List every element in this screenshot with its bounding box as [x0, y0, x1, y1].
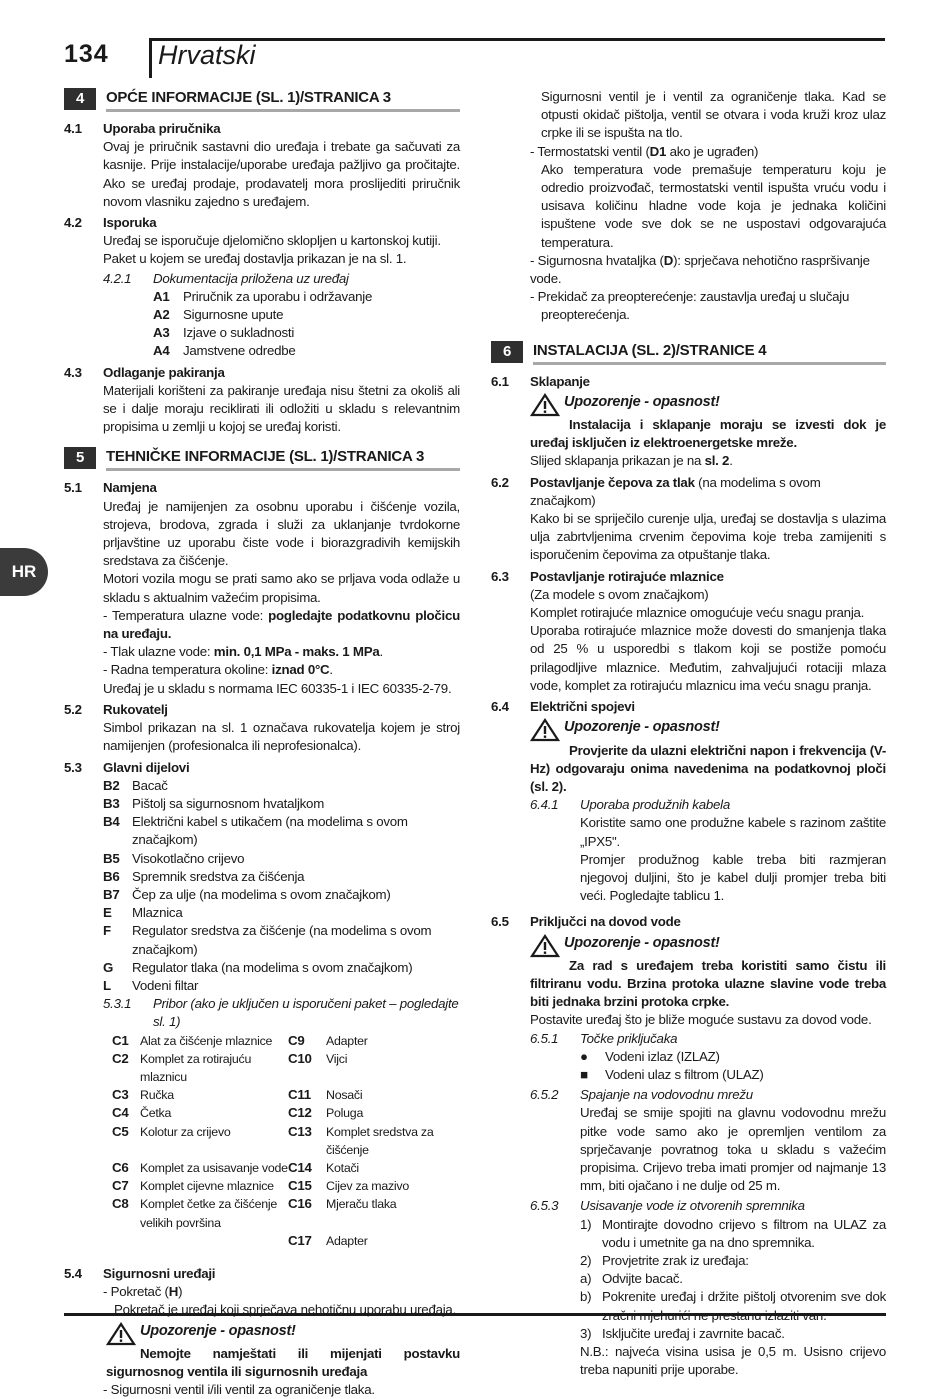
- accessory-code: C17: [288, 1232, 312, 1248]
- list-item: [153, 324, 460, 342]
- warning-title: Upozorenje - opasnost!: [564, 719, 720, 736]
- accessory-label: Komplet cijevne mlaznice: [140, 1179, 274, 1194]
- heading-title: Odlaganje pakiranja: [103, 364, 225, 380]
- warning-text: Nemojte namještati ili mijenjati postavku sigurnosnog ventila ili sigurnosnih uređaja: [106, 1345, 460, 1379]
- square-icon: ■: [580, 1066, 588, 1082]
- part-label: Čep za ulje (na modelima s ovom značajkom): [132, 886, 391, 902]
- section-number: 6: [491, 341, 523, 363]
- device-label: - Termostatski ventil (: [530, 143, 650, 159]
- step-marker: 1): [580, 1216, 592, 1232]
- accessory-code: C16: [288, 1196, 312, 1212]
- top-rule: [149, 38, 885, 41]
- heading-number: 6.5.3: [530, 1198, 559, 1214]
- part-code: B2: [103, 777, 120, 793]
- heading-title: Glavni dijelovi: [103, 759, 190, 775]
- list-item: [103, 977, 460, 995]
- part-code: B7: [103, 886, 120, 902]
- step-item: [580, 1288, 886, 1324]
- paragraph: [530, 452, 886, 470]
- list-item: [153, 288, 460, 306]
- part-label: Bacač: [132, 777, 168, 793]
- section-title: TEHNIČKE INFORMACIJE (SL. 1)/STRANICA 3: [106, 447, 460, 471]
- accessory-label: Adapter: [326, 1033, 368, 1048]
- heading-note: (na modelima s ovom značajkom): [530, 474, 821, 508]
- paragraph: Uređaj se isporučuje djelomično sklopljen u kartonskoj kutiji.: [103, 233, 441, 249]
- heading-number: 6.4: [491, 699, 509, 715]
- document-list: [153, 288, 460, 361]
- list-item: [103, 813, 460, 849]
- paragraph: Paket u kojem se uređaj dostavlja prikazan je na sl. 1.: [103, 251, 407, 267]
- item-code: A3: [153, 325, 170, 341]
- accessory-label: Alat za čišćenje mlaznice: [140, 1033, 273, 1048]
- device-line: [530, 143, 886, 161]
- device-line: [103, 1283, 460, 1301]
- list-item: [153, 342, 460, 360]
- paragraph: Uređaj se smije spojiti na glavnu vodovodnu mrežu pitke vode samo ako je opremljen ventilom za sprječavanje povratnog toka u skladu s važećim propisima. Crijevo treba imati promjer od najmanje 13 mm, biti ojačano i ne dulje od 25 m.: [580, 1105, 886, 1194]
- item-label: Jamstvene odredbe: [183, 343, 296, 359]
- part-code: B6: [103, 868, 120, 884]
- accessory-code: C3: [112, 1087, 129, 1103]
- warning-block: [530, 934, 886, 1030]
- accessory-code: C13: [288, 1123, 312, 1139]
- heading-title: Uporaba produžnih kabela: [580, 797, 730, 813]
- heading-title: Sklapanje: [530, 373, 590, 389]
- step-text: Provjetrite zrak iz uređaja:: [602, 1252, 749, 1268]
- paragraph: Sigurnosni ventil je i ventil za ograničenje tlaka. Kad se otpusti okidač pištolja, ventil se otvara i voda kruži kroz ulaz crpke ili se ispušta na tlo.: [541, 89, 886, 141]
- accessory-label: Mjeraču tlaka: [326, 1197, 397, 1212]
- accessory-code: C11: [288, 1087, 311, 1103]
- warning-title: Upozorenje - opasnost!: [564, 393, 720, 410]
- heading-title: Rukovatelj: [103, 701, 168, 717]
- part-label: Pištolj sa sigurnosnom hvataljkom: [132, 795, 325, 811]
- heading-number: 6.3: [491, 568, 509, 584]
- subsection-heading: [491, 913, 886, 931]
- section-title: INSTALACIJA (SL. 2)/STRANICE 4: [533, 341, 886, 365]
- device-suffix: ): sprječava nehotično raspršivanje vode.: [530, 252, 870, 287]
- spec-value: iznad 0°C: [271, 662, 330, 678]
- subsection-heading: [64, 364, 460, 382]
- heading-title: Električni spojevi: [530, 699, 635, 715]
- accessory-label: Ručka: [140, 1088, 174, 1103]
- part-code: E: [103, 905, 112, 921]
- accessory-code: C5: [112, 1123, 129, 1139]
- paragraph: Komplet rotirajuće mlaznice omogućuje veću snagu pranja.: [530, 605, 865, 621]
- warning-text: Provjerite da ulazni električni napon i frekvencija (V-Hz) odgovaraju onima navedenima na podatkovnoj ploči (sl. 2).: [530, 742, 886, 794]
- page-number: 134: [64, 40, 109, 68]
- heading-number: 6.2: [491, 474, 509, 490]
- heading-number: 6.1: [491, 373, 509, 389]
- part-label: Spremnik sredstva za čišćenja: [132, 868, 305, 884]
- figure-ref: sl. 2: [704, 453, 730, 469]
- heading-title: Dokumentacija priložena uz uređaj: [153, 270, 349, 286]
- warning-title: Upozorenje - opasnost!: [564, 934, 720, 951]
- paragraph: Pokretač je uređaj koji sprječava nehotičnu uporabu uređaja.: [114, 1302, 457, 1318]
- spec-value: pogledajte podatkovnu pločicu na uređaju.: [103, 607, 460, 642]
- main-parts-list: [103, 777, 460, 995]
- device-code: D: [663, 252, 674, 268]
- item-label: Sigurnosne upute: [183, 307, 284, 323]
- accessory-label: Nosači: [326, 1088, 363, 1103]
- item-label: Vodeni izlaz (IZLAZ): [605, 1048, 720, 1064]
- warning-title: Upozorenje - opasnost!: [140, 1322, 296, 1339]
- subsubsection-heading: [530, 796, 886, 814]
- accessory-label: Kotači: [326, 1160, 359, 1175]
- device-code: D1: [649, 143, 667, 159]
- accessory-label: Komplet za rotirajuću mlaznicu: [140, 1051, 252, 1084]
- heading-title: Usisavanje vode iz otvorenih spremnika: [580, 1198, 805, 1214]
- paragraph: Koristite samo one produžne kabele s razinom zaštite „IPX5".: [580, 815, 886, 849]
- subsection-heading: [64, 759, 460, 777]
- left-column: [64, 88, 460, 1399]
- spec-value: min. 0,1 MPa - maks. 1 MPa: [213, 644, 380, 660]
- part-code: B3: [103, 795, 120, 811]
- step-text: Pokrenite uređaj i držite pištolj otvorenim sve dok zračni mjehurići ne prestanu izlaziti van.: [602, 1289, 886, 1323]
- heading-number: 6.4.1: [530, 797, 559, 813]
- warning-block: [530, 393, 886, 471]
- paragraph: Kako bi se spriječilo curenje ulja, uređaj se dostavlja s ulazima ulja zabrtvljenima crvenim čepovima koje treba zamijeniti s isporučenim čepovima za otpuštanje tlaka.: [530, 511, 886, 563]
- part-code: B5: [103, 850, 120, 866]
- accessory-code: C10: [288, 1050, 312, 1066]
- accessory-code: C8: [112, 1196, 129, 1212]
- accessory-label: Vijci: [326, 1051, 348, 1066]
- heading-number: 6.5: [491, 914, 509, 930]
- heading-title: Postavljanje čepova za tlak: [530, 474, 695, 490]
- part-code: G: [103, 959, 114, 975]
- warning-icon: [530, 934, 564, 963]
- spec-line: [103, 607, 460, 643]
- accessory-label: Kolotur za crijevo: [140, 1124, 231, 1139]
- step-text: Montirajte dovodno crijevo s filtrom na ULAZ za vodu i umetnite ga na dno spremnika.: [602, 1216, 886, 1250]
- subsection-heading: [64, 701, 460, 719]
- section-title: OPĆE INFORMACIJE (SL. 1)/STRANICA 3: [106, 88, 460, 112]
- heading-title: Sigurnosni uređaji: [103, 1265, 216, 1281]
- list-item: [103, 868, 460, 886]
- accessories-grid: [112, 1032, 460, 1250]
- step-item: [580, 1325, 886, 1343]
- part-label: Regulator tlaka (na modelima s ovom značajkom): [132, 959, 413, 975]
- accessory-code: C15: [288, 1178, 312, 1194]
- device-line: - Prekidač za preopterećenje: zaustavlja uređaj u slučaju preopterećenja.: [530, 289, 850, 323]
- subsubsection-heading: [530, 1197, 886, 1215]
- accessory-code: C4: [112, 1105, 129, 1121]
- section-number: 5: [64, 447, 96, 469]
- paragraph: Ovaj je priručnik sastavni dio uređaja i trebate ga sačuvati za kasnije. Prije instalacije/uporabe uređaja pažljivo ga pročitajte. Ako se uređaj prodaje, prodavatelj mora proslijediti priručnik novom vlasniku zajedno s uređajem.: [103, 139, 460, 209]
- paragraph: Motori vozila mogu se prati samo ako se prljava voda odlaže u skladu s aktualnim važećim propisima.: [103, 571, 460, 605]
- paragraph: (Za modele s ovom značajkom): [530, 586, 709, 602]
- warning-text: Za rad s uređajem treba koristiti samo čistu ili filtriranu vodu. Brzina protoka ulazne slavine vode treba biti jednaka brzini protoka crpke.: [530, 957, 886, 1010]
- list-item: [103, 922, 460, 958]
- accessory-code: [112, 1232, 140, 1250]
- list-item: [103, 850, 460, 868]
- section-number: 4: [64, 88, 96, 110]
- list-item: [103, 904, 460, 922]
- heading-number: 5.2: [64, 701, 82, 717]
- subsection-heading: [491, 568, 886, 586]
- part-code: F: [103, 923, 111, 939]
- accessory-label: Komplet četke za čišćenje velikih površina: [140, 1197, 277, 1230]
- text-suffix: .: [729, 453, 733, 469]
- warning-icon: [530, 393, 564, 422]
- accessory-label: [140, 1232, 288, 1250]
- item-label: Izjave o sukladnosti: [183, 325, 295, 341]
- subsubsection-heading: [530, 1030, 886, 1048]
- part-code: B4: [103, 814, 120, 830]
- heading-title: Pribor (ako je uključen u isporučeni paket – pogledajte sl. 1): [153, 996, 459, 1030]
- heading-title: Postavljanje rotirajuće mlaznice: [530, 568, 724, 584]
- accessory-label: Poluga: [326, 1106, 364, 1121]
- item-code: A1: [153, 288, 170, 304]
- heading-number: 6.5.2: [530, 1087, 559, 1103]
- part-label: Mlaznica: [132, 905, 183, 921]
- heading-title: Uporaba priručnika: [103, 121, 221, 136]
- heading-number: 4.1: [64, 121, 82, 136]
- heading-number: 6.5.1: [530, 1030, 559, 1046]
- spec-suffix: .: [379, 644, 383, 660]
- paragraph: Uređaj je namijenjen za osobnu uporabu i čišćenje vozila, strojeva, brodova, zgrada i služi za uklanjanje tvrdokorne prljavštine uz uporabu čiste vode i biorazgradivih kemijskih sredstava za čišćenje.: [103, 498, 460, 569]
- heading-title: Spajanje na vodovodnu mrežu: [580, 1087, 753, 1103]
- part-label: Vodeni filtar: [132, 977, 199, 993]
- spec-line: [103, 643, 460, 661]
- paragraph: Uporaba rotirajuće mlaznice može dovesti do smanjenja tlaka od 25 % u usporedbi s tlakom koji se postiže pomoću prilagodljive mlaznice. Međutim, zahvaljujući rotaciji mlaza vode, komplet za rotirajuću mlaznicu ima veću snagu pranja.: [530, 623, 886, 693]
- step-marker: 2): [580, 1252, 592, 1268]
- heading-number: 5.3.1: [103, 996, 132, 1012]
- language-title: Hrvatski: [158, 40, 256, 70]
- paragraph: Materijali korišteni za pakiranje uređaja nisu štetni za okoliš ali se i dalje moraju reciklirati ili odložiti u skladu s relevantnim propisima u zemlji u kojoj se uređaj koristi.: [103, 382, 460, 435]
- subsection-heading: [64, 214, 460, 232]
- list-item: [580, 1066, 886, 1084]
- spec-suffix: .: [329, 662, 333, 678]
- device-line: - Sigurnosni ventil i/ili ventil za ograničenje tlaka.: [103, 1382, 375, 1398]
- warning-text: Instalacija i sklapanje moraju se izvesti dok je uređaj isključen iz elektroenergetske mreže.: [530, 417, 886, 451]
- paragraph: Uređaj je u skladu s normama IEC 60335-1 i IEC 60335-2-79.: [103, 680, 452, 696]
- accessory-code: C14: [288, 1159, 312, 1175]
- list-item: [153, 306, 460, 324]
- device-line: [530, 252, 886, 288]
- device-label: - Pokretač (: [103, 1284, 169, 1300]
- header-divider: [149, 38, 152, 78]
- steps-list: [491, 1216, 886, 1343]
- note: N.B.: najveća visina usisa je 0,5 m. Usisno crijevo treba napuniti prije uporabe.: [580, 1344, 886, 1378]
- accessory-label: Komplet za usisavanje vode: [140, 1160, 288, 1175]
- accessory-label: Komplet sredstva za čišćenje: [326, 1124, 434, 1157]
- paragraph: Promjer produžnog kable treba biti razmjeran njegovoj duljini, što je kabel dulji promjer treba biti veći. Pogledajte tablicu 1.: [580, 851, 886, 904]
- accessory-code: C12: [288, 1105, 312, 1121]
- language-side-tab: HR: [0, 548, 48, 596]
- list-item: [103, 795, 460, 813]
- list-item: [103, 959, 460, 977]
- subsection-heading: [491, 698, 886, 716]
- subsubsection-heading: [103, 270, 460, 288]
- spec-line: [103, 661, 460, 679]
- step-marker: 3): [580, 1325, 592, 1341]
- spec-label: - Radna temperatura okoline:: [103, 662, 272, 678]
- device-suffix: ): [178, 1284, 183, 1300]
- section-6-header: [491, 341, 886, 365]
- device-label: - Sigurnosna hvataljka (: [530, 252, 664, 268]
- device-suffix: ako je ugrađen): [666, 143, 759, 159]
- subsection-heading: [64, 1265, 460, 1283]
- accessory-code: C2: [112, 1050, 129, 1066]
- part-label: Visokotlačno crijevo: [132, 850, 245, 866]
- paragraph: Postavite uređaj što je bliže moguće sustavu za dovod vode.: [530, 1012, 872, 1028]
- accessory-code: C6: [112, 1159, 129, 1175]
- device-code: H: [168, 1284, 179, 1300]
- circle-icon: ●: [580, 1048, 588, 1064]
- warning-icon: [106, 1322, 140, 1351]
- paragraph: Simbol prikazan na sl. 1 označava rukovatelja kojem je stroj namijenjen (profesionalca ili neprofesionalca).: [103, 720, 460, 754]
- item-label: Priručnik za uporabu i održavanje: [183, 288, 373, 304]
- heading-number: 5.1: [64, 480, 82, 496]
- heading-title: Namjena: [103, 480, 157, 496]
- paragraph: Ako temperatura vode premašuje temperaturu koju je odredio proizvođač, termostatski ventil ispušta vruću vodu i usisava količinu hladne vode koja je jednaka količini ispuštene vode sve dok se ne uspostavi odgovarajuća temperatura.: [541, 161, 886, 250]
- accessory-code: C9: [288, 1032, 305, 1048]
- accessory-label: Adapter: [326, 1233, 368, 1248]
- warning-icon: [530, 718, 564, 747]
- step-text: Odvijte bacač.: [602, 1271, 683, 1287]
- heading-title: Isporuka: [103, 215, 157, 231]
- list-item: [103, 777, 460, 795]
- warning-block: [530, 718, 886, 796]
- heading-number: 4.2: [64, 215, 82, 231]
- accessory-code: C7: [112, 1178, 129, 1194]
- part-label: Električni kabel s utikačem (na modelima s ovom značajkom): [132, 814, 408, 848]
- step-item: [580, 1252, 886, 1270]
- accessory-code: C1: [112, 1032, 129, 1048]
- step-marker: a): [580, 1271, 592, 1287]
- subsection-heading: [491, 474, 886, 510]
- accessory-label: Cijev za mazivo: [326, 1179, 410, 1194]
- heading-number: 5.3: [64, 759, 82, 775]
- item-label: Vodeni ulaz s filtrom (ULAZ): [605, 1066, 764, 1082]
- item-code: A2: [153, 307, 170, 323]
- heading-number: 4.3: [64, 364, 82, 380]
- accessory-label: Četka: [140, 1106, 172, 1121]
- text: Slijed sklapanja prikazan je na: [530, 453, 705, 469]
- item-code: A4: [153, 343, 170, 359]
- section-5-header: [64, 447, 460, 471]
- part-code: L: [103, 977, 111, 993]
- subsection-heading: [491, 373, 886, 391]
- section-4-header: [64, 88, 460, 112]
- spec-label: - Tlak ulazne vode:: [103, 644, 214, 660]
- subsubsection-heading: [530, 1086, 886, 1104]
- list-item: [580, 1048, 886, 1066]
- spec-label: - Temperatura ulazne vode:: [103, 607, 269, 623]
- heading-title: Priključci na dovod vode: [530, 914, 681, 930]
- step-item: [580, 1270, 886, 1288]
- right-column: [491, 88, 886, 1379]
- warning-block: [106, 1322, 460, 1382]
- list-item: [103, 886, 460, 904]
- heading-number: 4.2.1: [103, 270, 132, 286]
- step-text: Isključite uređaj i zavrnite bacač.: [602, 1325, 785, 1341]
- subsection-heading: [64, 479, 460, 497]
- step-marker: b): [580, 1289, 592, 1305]
- subsection-heading: [64, 120, 460, 138]
- heading-number: 5.4: [64, 1265, 82, 1281]
- step-item: [580, 1216, 886, 1252]
- part-label: Regulator sredstva za čišćenje (na modelima s ovom značajkom): [132, 923, 432, 957]
- heading-title: Točke priključaka: [580, 1030, 678, 1046]
- subsubsection-heading: [103, 995, 460, 1031]
